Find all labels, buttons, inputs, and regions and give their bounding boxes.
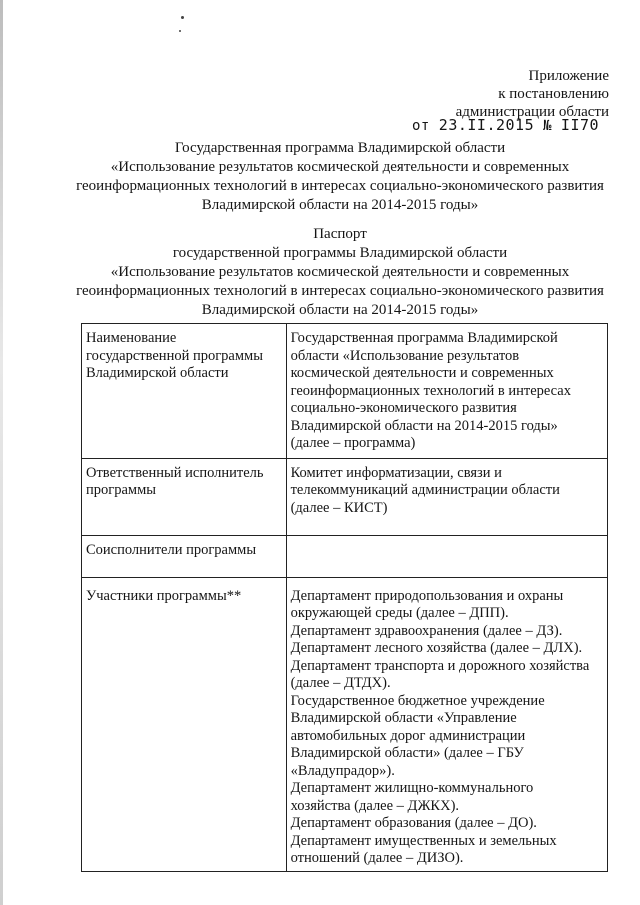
label-line: программы bbox=[86, 482, 156, 498]
appendix-line: Приложение bbox=[528, 68, 609, 84]
row-label bbox=[82, 536, 287, 578]
passport-table bbox=[81, 323, 608, 872]
passport-title-line: «Использование результатов космической деятельности и современных bbox=[110, 264, 570, 280]
row-value bbox=[286, 458, 607, 536]
value-line: Комитет информатизации, связи и bbox=[290, 464, 502, 481]
value-line: телекоммуникаций администрации области bbox=[290, 482, 560, 498]
value-line: области «Использование результатов bbox=[290, 347, 520, 364]
value-line: окружающей среды (далее – ДПП). bbox=[290, 605, 509, 621]
program-title-line: Государственная программа Владимирской области bbox=[174, 140, 506, 156]
value-line: автомобильных дорог администрации bbox=[290, 727, 526, 744]
scan-left-edge bbox=[0, 0, 3, 905]
stamp-prefix: от bbox=[412, 118, 430, 134]
label-line: государственной программы bbox=[86, 347, 263, 364]
table-row bbox=[82, 577, 608, 871]
value-line: Государственная программа Владимирской bbox=[290, 330, 558, 346]
value-line: социально-экономического развития bbox=[290, 400, 517, 416]
value-line: Департамент лесного хозяйства (далее – ДЛХ). bbox=[290, 640, 583, 656]
appendix-line: к постановлению bbox=[498, 86, 609, 102]
appendix-note bbox=[456, 67, 609, 121]
passport-title bbox=[60, 225, 620, 320]
program-title-line: геоинформационных технологий в интересах социально-экономического развития bbox=[76, 178, 604, 194]
value-line: геоинформационных технологий в интересах bbox=[290, 382, 571, 399]
value-line: Департамент образования (далее – ДО). bbox=[290, 815, 537, 831]
value-line: хозяйства (далее – ДЖКХ). bbox=[290, 797, 460, 814]
passport-title-line: Паспорт bbox=[313, 226, 367, 242]
row-value bbox=[286, 577, 607, 871]
stamp-number-sign: № bbox=[543, 118, 552, 134]
value-line: (далее – ДТДХ). bbox=[290, 675, 391, 691]
appendix-line: администрации области bbox=[455, 104, 609, 120]
value-line: Владимирской области» (далее – ГБУ bbox=[290, 745, 524, 761]
table-row bbox=[82, 536, 608, 578]
row-label bbox=[82, 577, 287, 871]
passport-title-line: Владимирской области на 2014-2015 годы» bbox=[201, 302, 479, 318]
label-line: Соисполнители программы bbox=[86, 542, 257, 558]
passport-title-line: геоинформационных технологий в интересах социально-экономического развития bbox=[76, 283, 604, 299]
row-value bbox=[286, 536, 607, 578]
value-line: (далее – программа) bbox=[290, 435, 416, 451]
label-line: Владимирской области bbox=[86, 365, 229, 381]
program-title-line: «Использование результатов космической деятельности и современных bbox=[110, 159, 570, 175]
label-line: Наименование bbox=[86, 330, 177, 346]
value-line: Департамент здравоохранения (далее – ДЗ). bbox=[290, 622, 563, 639]
label-line: Ответственный исполнитель bbox=[86, 464, 264, 481]
row-label bbox=[82, 324, 287, 459]
program-title bbox=[60, 139, 620, 215]
label-line: Участники программы** bbox=[86, 587, 242, 604]
value-line: Государственное бюджетное учреждение bbox=[290, 692, 545, 709]
value-line: Департамент транспорта и дорожного хозяйства bbox=[290, 657, 590, 674]
table-row bbox=[82, 458, 608, 536]
value-line: Владимирской области на 2014-2015 годы» bbox=[290, 417, 558, 434]
value-line: Владимирской области «Управление bbox=[290, 710, 517, 726]
row-value bbox=[286, 324, 607, 459]
value-line: «Владупрадор»). bbox=[290, 762, 395, 779]
scan-speck bbox=[181, 16, 184, 19]
value-line: космической деятельности и современных bbox=[290, 365, 554, 381]
row-label bbox=[82, 458, 287, 536]
value-line: (далее – КИСТ) bbox=[290, 499, 388, 516]
value-line: Департамент жилищно-коммунального bbox=[290, 780, 534, 796]
value-line: Департамент природопользования и охраны bbox=[290, 587, 564, 604]
program-title-line: Владимирской области на 2014-2015 годы» bbox=[201, 197, 479, 213]
stamp-date: 23.II.2015 bbox=[438, 116, 535, 134]
table-row bbox=[82, 324, 608, 459]
scan-speck bbox=[179, 30, 181, 32]
value-line: Департамент имущественных и земельных bbox=[290, 832, 557, 849]
decree-date-stamp bbox=[412, 116, 599, 134]
value-line: отношений (далее – ДИЗО). bbox=[290, 850, 464, 866]
passport-title-line: государственной программы Владимирской области bbox=[172, 245, 508, 261]
stamp-number: II70 bbox=[560, 116, 600, 134]
